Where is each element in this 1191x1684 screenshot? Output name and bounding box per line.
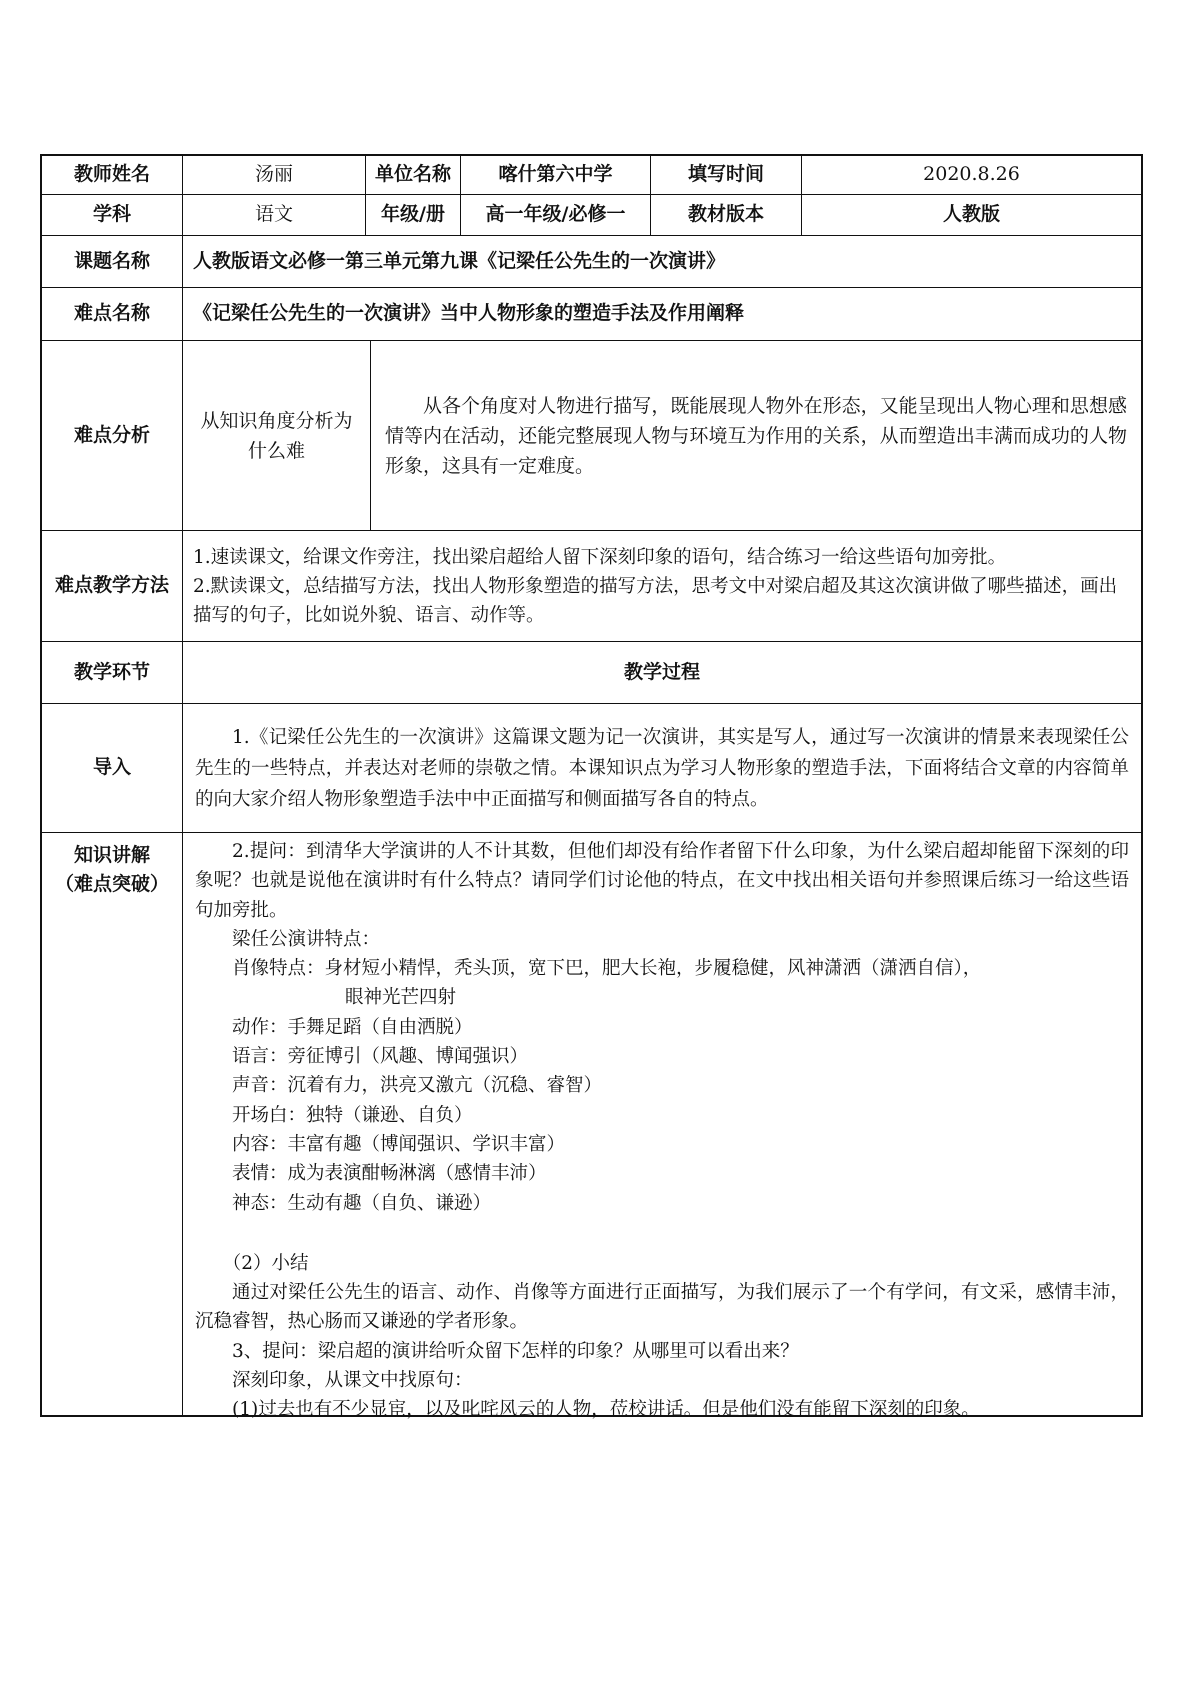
grade-value: 高一年级/必修一 xyxy=(461,195,651,235)
difficulty-row xyxy=(40,288,1143,341)
edition-label: 教材版本 xyxy=(651,195,802,235)
action-line: 动作：手舞足蹈（自由洒脱） xyxy=(232,1016,473,1038)
difficulty-value: 《记梁任公先生的一次演讲》当中人物形象的塑造手法及作用阐释 xyxy=(193,302,745,325)
method-item-2: 2.默读课文，总结描写方法，找出人物形象塑造的描写方法，思考文中对梁启超及其这次演讲做了哪些描述，画出描写的句子，比如说外貌、语言、动作等。 xyxy=(193,575,1118,626)
topic-value: 人教版语文必修一第三单元第九课《记梁任公先生的一次演讲》 xyxy=(193,249,726,272)
knowledge-label xyxy=(42,833,183,1415)
portrait-line-2: 眼神光芒四射 xyxy=(345,987,457,1009)
topic-label: 课题名称 xyxy=(42,236,183,287)
question-2: 2.提问：到清华大学演讲的人不计其数，但他们却没有给作者留下什么印象，为什么梁启超却能留下深刻的印象呢？也就是说他在演讲时有什么特点？请同学们讨论他的特点，在文中找出相关语句并参照课后练习一给这些语句加旁批。 xyxy=(195,841,1129,921)
demeanor-line: 神态：生动有趣（自负、谦逊） xyxy=(232,1192,492,1214)
method-item-1: 1.速读课文，给课文作旁注，找出梁启超给人留下深刻印象的语句，结合练习一给这些语句加旁批。 xyxy=(193,546,1007,568)
content-line: 内容：丰富有趣（博闻强识、学识丰富） xyxy=(232,1133,566,1155)
method-row xyxy=(40,531,1143,642)
subject-label: 学科 xyxy=(42,195,183,235)
intro-text: 1.《记梁任公先生的一次演讲》这篇课文题为记一次演讲，其实是写人，通过写一次演讲的情景来表现梁任公先生的一些特点，并表达对老师的崇敬之情。本课知识点为学习人物形象的塑造手法，下面将结合文章的内容简单的向大家介绍人物形象塑造手法中中正面描写和侧面描写各自的特点。 xyxy=(195,726,1129,810)
features-title: 梁任公演讲特点： xyxy=(232,928,381,950)
knowledge-label-line-1: 知识讲解 xyxy=(73,844,150,866)
knowledge-body xyxy=(183,833,1141,1421)
lesson-plan-table xyxy=(40,154,1143,1421)
header-row-2 xyxy=(40,195,1143,236)
method-label: 难点教学方法 xyxy=(42,531,183,641)
analysis-row xyxy=(40,341,1143,531)
process-label: 教学过程 xyxy=(623,660,700,683)
portrait-line-1: 肖像特点：身材短小精悍，秃头顶，宽下巴，肥大长袍，步履稳健，风神潇洒（潇洒自信）， xyxy=(232,958,982,980)
subject-value: 语文 xyxy=(183,195,366,235)
impression-line: 深刻印象，从课文中找原句： xyxy=(232,1370,473,1392)
fill-date-value: 2020.8.26 xyxy=(923,163,1020,186)
method-text-cell xyxy=(183,531,1141,641)
analysis-sub-label: 从知识角度分析为什么难 xyxy=(183,341,371,530)
method-list xyxy=(193,543,1131,630)
unit-name-value: 喀什第六中学 xyxy=(461,156,651,194)
process-stage-label: 教学环节 xyxy=(42,642,183,703)
voice-line: 声音：沉着有力，洪亮又激亢（沉稳、睿智） xyxy=(232,1075,603,1097)
opening-line: 开场白：独特（谦逊、自负） xyxy=(232,1104,473,1126)
teacher-name-value: 汤丽 xyxy=(183,156,366,194)
teacher-name-label: 教师姓名 xyxy=(42,156,183,194)
analysis-text-cell xyxy=(371,341,1141,530)
knowledge-row xyxy=(40,833,1143,1421)
difficulty-label: 难点名称 xyxy=(42,288,183,340)
analysis-label: 难点分析 xyxy=(42,341,183,530)
question-3: 3、提问：梁启超的演讲给听众留下怎样的印象？从哪里可以看出来？ xyxy=(232,1340,799,1362)
unit-name-label: 单位名称 xyxy=(366,156,461,194)
expression-line: 表情：成为表演酣畅淋漓（感情丰沛） xyxy=(232,1163,547,1185)
analysis-text: 从各个角度对人物进行描写，既能展现人物外在形态，又能呈现出人物心理和思想感情等内在活动，还能完整展现人物与环境互为作用的关系，从而塑造出丰满而成功的人物形象，这具有一定难度。 xyxy=(385,394,1127,477)
edition-value: 人教版 xyxy=(942,203,1000,226)
knowledge-text xyxy=(183,833,1141,1425)
knowledge-label-line-2: （难点突破） xyxy=(54,873,169,895)
fill-date-label: 填写时间 xyxy=(651,156,802,194)
process-header-row xyxy=(40,642,1143,704)
topic-row xyxy=(40,236,1143,288)
grade-label: 年级/册 xyxy=(366,195,461,235)
summary-text: 通过对梁任公先生的语言、动作、肖像等方面进行正面描写，为我们展示了一个有学问，有文采，感情丰沛，沉稳睿智，热心肠而又谦逊的学者形象。 xyxy=(195,1282,1129,1333)
language-line: 语言：旁征博引（风趣、博闻强识） xyxy=(232,1046,529,1068)
summary-title: （2）小结 xyxy=(222,1252,309,1274)
intro-text-cell xyxy=(183,704,1141,832)
intro-row xyxy=(40,704,1143,833)
header-row-1 xyxy=(40,154,1143,195)
intro-label: 导入 xyxy=(42,704,183,832)
quote-1: (1)过去也有不少显宦，以及叱咤风云的人物，莅校讲话。但是他们没有能留下深刻的印象。 xyxy=(232,1399,980,1421)
blank-line xyxy=(195,1218,1129,1249)
